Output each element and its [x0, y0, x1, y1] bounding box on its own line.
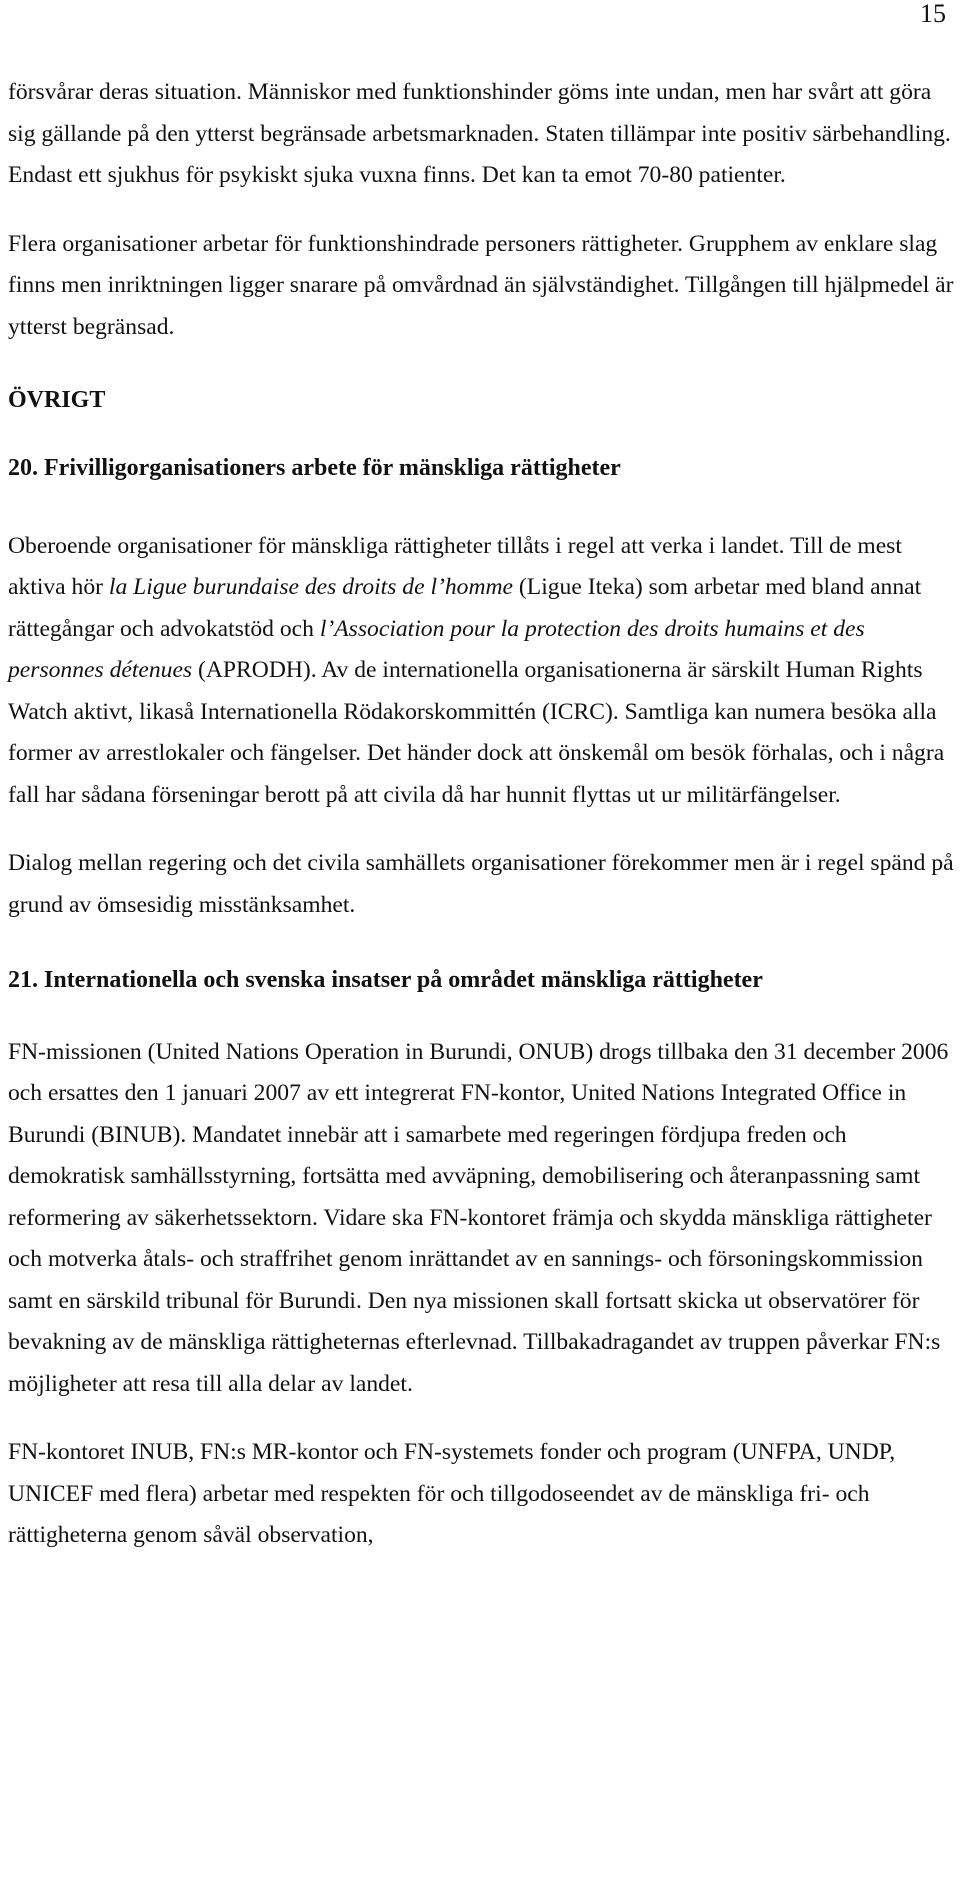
ngo-text-part-3: (APRODH). Av de internationella organisationerna är särskilt Human Rights Watch aktivt, likaså Internationella Rödakorskommittén (ICRC). Samtliga kan numera besöka alla former av arrestlokaler och fängelser. Det händer dock att önskemål om besök förhalas, och i några fall har sådana förseningar berott på att civila då har hunnit flyttas ut ur militärfängelser.	[8, 657, 945, 808]
page-number: 15	[920, 0, 946, 28]
heading-section-20: 20. Frivilligorganisationers arbete för mänskliga rättigheter	[8, 455, 621, 481]
paragraph-un-office: FN-kontoret INUB, FN:s MR-kontor och FN-systemets fonder och program (UNFPA, UNDP, UNICEF med flera) arbetar med respekten för och tillgodoseendet av de mänskliga fri- och rättigheterna genom såväl observation,	[8, 1439, 896, 1548]
ngo-text-part-1: Oberoende organisationer för mänskliga rättigheter tillåts i regel att verka i landet. Till de mest aktiva hör	[8, 532, 902, 600]
paragraph-disability-organisations: Flera organisationer arbetar för funktionshindrade personers rättigheter. Grupphem av enklare slag finns men inriktningen ligger snarare på omvårdnad än självständighet. Tillgången till hjälpmedel är ytterst begränsad.	[8, 230, 954, 340]
paragraph-disability-situation: försvårar deras situation. Människor med funktionshinder göms inte undan, men har svårt att göra sig gällande på den ytterst begränsade arbetsmarknaden. Staten tillämpar inte positiv särbehandling. Endast ett sjukhus för psykiskt sjuka vuxna finns. Det kan ta emot 70-80 patienter.	[8, 79, 951, 188]
document-body	[8, 72, 954, 1557]
ngo-name-aprodh: l’Association pour la protection des droits humains et des personnes détenues	[8, 615, 865, 683]
heading-ovrigt: ÖVRIGT	[8, 387, 106, 413]
paragraph-un-mission: FN-missionen (United Nations Operation in Burundi, ONUB) drogs tillbaka den 31 december 2006 och ersattes den 1 januari 2007 av ett integrerat FN-kontor, United Nations Integrated Office in Burundi (BINUB). Mandatet innebär att i samarbete med regeringen fördjupa freden och demokratisk samhällsstyrning, fortsätta med avväpning, demobilisering och återanpassning samt reformering av säkerhetssektorn. Vidare ska FN-kontoret främja och skydda mänskliga rättigheter och motverka åtals- och straffrihet genom inrättandet av en sannings- och försoningskommission samt en särskild tribunal för Burundi. Den nya missionen skall fortsatt skicka ut observatörer för bevakning av de mänskliga rättigheternas efterlevnad. Tillbakadragandet av truppen påverkar FN:s möjligheter att resa till alla delar av landet.	[8, 1038, 949, 1397]
paragraph-civil-society-dialog: Dialog mellan regering och det civila samhällets organisationer förekommer men är i regel spänd på grund av ömsesidig misstänksamhet.	[8, 850, 954, 918]
paragraph-ngo-activity	[8, 526, 954, 817]
ngo-name-ligue-iteka: la Ligue burundaise des droits de l’homme	[108, 574, 514, 600]
heading-section-21: 21. Internationella och svenska insatser på området mänskliga rättigheter	[8, 967, 763, 993]
ngo-text-part-2: (Ligue Iteka) som arbetar med bland annat rättegångar och advokatstöd och	[8, 574, 922, 642]
